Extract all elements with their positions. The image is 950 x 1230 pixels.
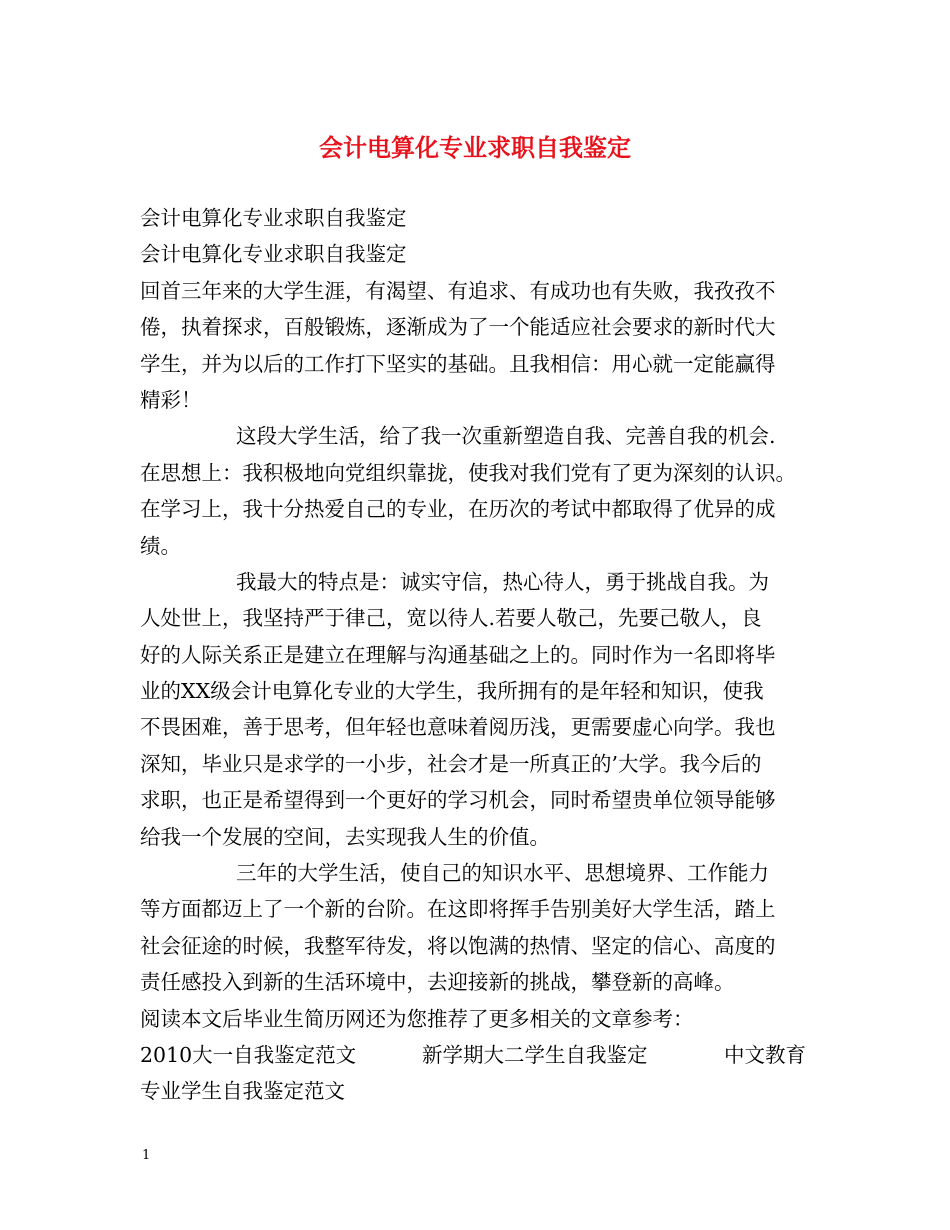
text-line: 好的人际关系正是建立在理解与沟通基础之上的。同时作为一名即将毕 [140, 642, 776, 667]
text-line: 绩。 [140, 533, 181, 558]
text-line: 深知，毕业只是求学的一小步，社会才是一所真正的’大学。我今后的 [140, 751, 762, 776]
text-line: 倦，执着探求，百般锻炼，逐渐成为了一个能适应社会要求的新时代大 [140, 315, 776, 340]
heading-line: 会计电算化专业求职自我鉴定 [140, 206, 407, 230]
heading-line: 会计电算化专业求职自我鉴定 [140, 242, 407, 267]
text-line: 三年的大学生活，使自己的知识水平、思想境界、工作能力 [236, 861, 769, 886]
text-line: 我最大的特点是：诚实守信，热心待人，勇于挑战自我。为 [236, 569, 769, 594]
text-line: 等方面都迈上了一个新的台阶。在这即将挥手告别美好大学生活，踏上 [140, 897, 776, 922]
personality-paragraph [140, 564, 830, 855]
text-line: 不畏困难，善于思考，但年轻也意味着阅历浅，更需要虚心向学。我也 [140, 715, 776, 740]
document-body [140, 200, 830, 1110]
related-intro: 阅读本文后毕业生简历网还为您推荐了更多相关的文章参考： [140, 1006, 694, 1031]
text-line: 社会征途的时候，我整军待发，将以饱满的热情、坚定的信心、高度的 [140, 933, 776, 958]
university-life-paragraph [140, 418, 830, 564]
related-links [140, 1037, 830, 1073]
text-line: 精彩！ [140, 387, 202, 412]
text-line: 学生，并为以后的工作打下坚实的基础。且我相信：用心就一定能赢得 [140, 351, 776, 376]
related-link[interactable]: 2010大一自我鉴定范文 [140, 1042, 357, 1067]
page-number: 1 [142, 1148, 151, 1163]
page-title: 会计电算化专业求职自我鉴定 [319, 134, 631, 162]
text-line: 回首三年来的大学生涯，有渴望、有追求、有成功也有失败，我孜孜不 [140, 278, 776, 303]
related-link[interactable]: 新学期大二学生自我鉴定 [422, 1042, 648, 1067]
text-line: 人处世上，我坚持严于律己，宽以待人.若要人敬己，先要己敬人，良 [140, 606, 762, 631]
text-line: 在思想上：我积极地向党组织靠拢，使我对我们党有了更为深刻的认识。 [140, 460, 796, 485]
text-line: 这段大学生活，给了我一次重新塑造自我、完善自我的机会. [236, 424, 776, 449]
related-link[interactable]: 专业学生自我鉴定范文 [140, 1079, 345, 1104]
text-line: 在学习上，我十分热爱自己的专业，在历次的考试中都取得了优异的成 [140, 497, 776, 522]
text-line: 给我一个发展的空间，去实现我人生的价值。 [140, 824, 550, 849]
related-link[interactable]: 中文教育 [724, 1042, 806, 1067]
text-line: 求职，也正是希望得到一个更好的学习机会，同时希望贵单位领导能够 [140, 788, 776, 813]
text-line: 业的XX级会计电算化专业的大学生，我所拥有的是年轻和知识，使我 [140, 679, 764, 704]
intro-paragraph [140, 273, 830, 419]
conclusion-paragraph [140, 855, 830, 1001]
text-line: 责任感投入到新的生活环境中，去迎接新的挑战，攀登新的高峰。 [140, 970, 735, 995]
